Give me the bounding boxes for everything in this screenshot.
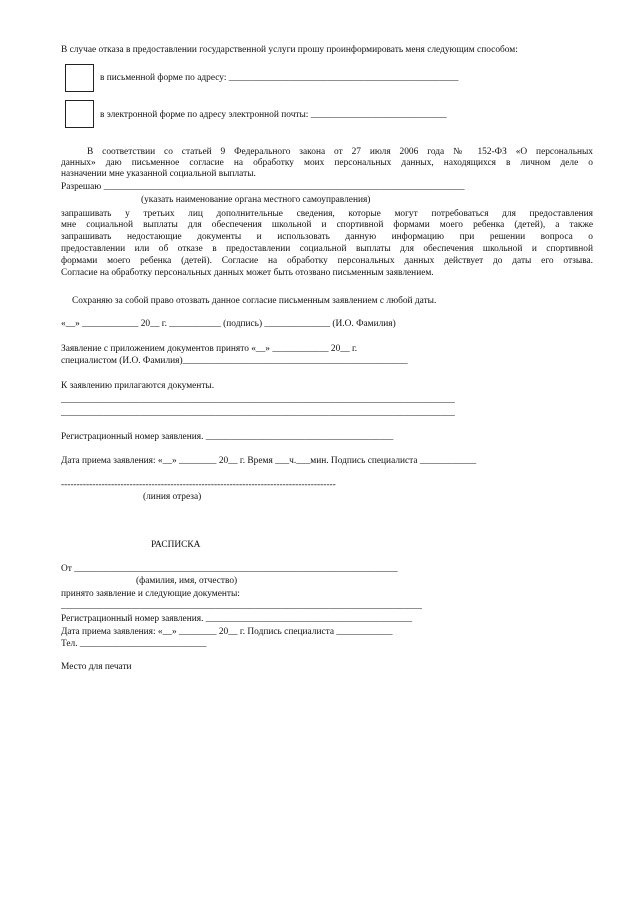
receipt-accepted: принято заявление и следующие документы: [61,589,240,599]
option-email-checkbox[interactable] [65,100,94,128]
receipt-docs-line: _____________________________________________________________________________ [61,601,422,611]
cut-label: (линия отреза) [143,492,202,502]
option-paper-label: в письменной форме по адресу: _________________________________________________ [100,73,459,83]
receipt-title: РАСПИСКА [151,540,201,550]
receipt-from-hint: (фамилия, имя, отчество) [136,576,238,586]
consent-line-3: назначении мне указанной социальной выплаты. [61,169,256,179]
consent-body-5: формами моего ребенка (детей). Согласие на обработку персональных данных действует до даты его отзыва. [61,256,593,266]
receipt-tel: Тел. ___________________________ [61,639,207,649]
attached-blank-1: ____________________________________________________________________________________ [61,395,455,405]
reg-number-line: Регистрационный номер заявления. ________________________________________ [61,432,394,442]
cut-line: ---------------------------------------------------------------------------------------- [61,480,336,490]
receipt-date: Дата приема заявления: «__» ________ 20__ г. Подпись специалиста ____________ [61,627,393,637]
consent-line-2: данных» даю письменное согласие на обработку моих персональных данных, находящихся в личном деле о [61,158,593,168]
option-paper-checkbox[interactable] [65,64,94,92]
option-email-label: в электронной форме по адресу электронной почты: _____________________________ [100,110,447,120]
signature-line: «__» ____________ 20__ г. ___________ (подпись) ______________ (И.О. Фамилия) [61,319,396,329]
consent-body-4: предоставлении или об отказе в предоставлении социальной выплаты для обеспечения школьной и спортивной [61,244,593,254]
receipt-reg: Регистрационный номер заявления. ____________________________________________ [61,614,413,624]
consent-body-1: запрашивать у третьих лиц дополнительные сведения, которые могут потребоваться для предоставления [61,209,593,219]
accepted-line-1: Заявление с приложением документов принято «__» ____________ 20__ г. [61,344,358,354]
attached-blank-2: ____________________________________________________________________________________ [61,408,455,418]
allow-hint: (указать наименование органа местного самоуправления) [141,195,371,205]
attached-label: К заявлению прилагаются документы. [61,381,215,391]
receipt-date-line: Дата приема заявления: «__» ________ 20__ г. Время ___ч.___мин. Подпись специалиста ____________ [61,456,477,466]
accepted-line-2: специалистом (И.О. Фамилия)________________________________________________ [61,356,408,366]
stamp-place: Место для печати [61,662,132,672]
allow-line: Разрешаю _____________________________________________________________________________ [61,182,465,192]
retain-right: Сохраняю за собой право отозвать данное согласие письменным заявлением с любой даты. [72,296,437,306]
consent-line-1: В соответствии со статьей 9 Федерального закона от 27 июля 2006 года № 152-ФЗ «О персональных [87,147,593,157]
consent-body-3: запрашивать недостающие документы и использовать данную информацию при решении вопроса о [61,232,593,242]
receipt-from: От _____________________________________________________________________ [61,564,398,574]
notify-intro: В случае отказа в предоставлении государственной услуги прошу проинформировать меня следующим способом: [61,45,518,55]
consent-body-6: Согласие на обработку персональных данных может быть отозвано письменным заявлением. [61,268,434,278]
consent-body-2: мне социальной выплаты для обеспечения школьной и спортивной формами моего ребенка (детей), а также [61,220,593,230]
